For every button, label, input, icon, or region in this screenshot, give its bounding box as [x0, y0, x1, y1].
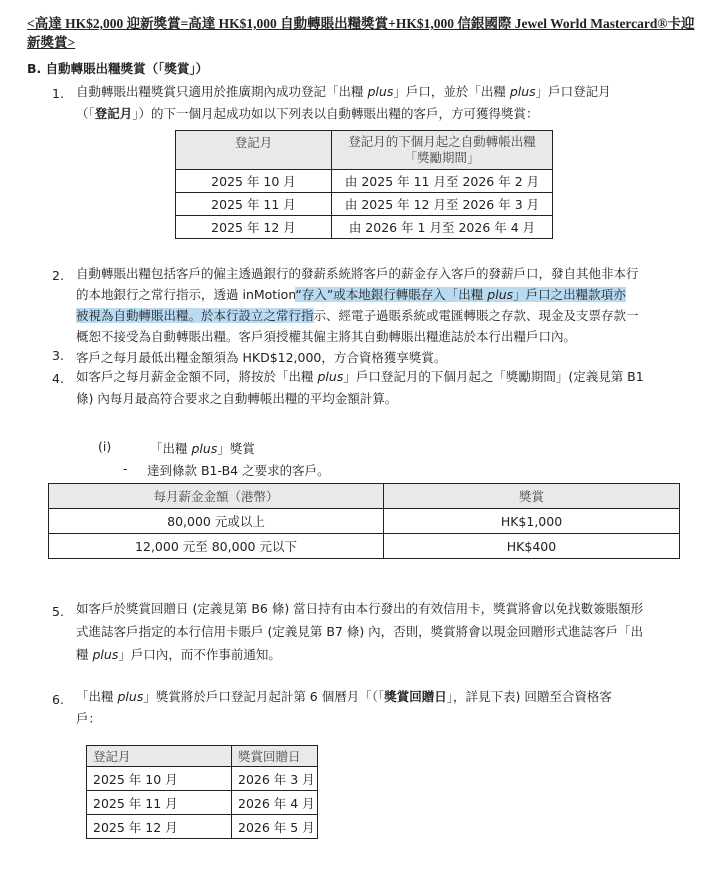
item-number: 1.: [52, 86, 64, 101]
item-6-text: 「出糧 plus」獎賞將於戶口登記月起計第 6 個曆月「（「獎賞回贈日」，詳見下表) 回贈至合資格客 戶：: [76, 689, 612, 726]
bullet-dash: -: [123, 461, 128, 476]
bullet-text: 達到條款 B1-B4 之要求的客戶。: [147, 463, 330, 478]
table-cell: 2025 年 12 月: [87, 815, 232, 839]
table-header: 登記月: [176, 131, 332, 170]
sub-item-label: (i): [98, 439, 112, 454]
table-cell: 由 2025 年 12 月至 2026 年 3 月: [332, 193, 553, 216]
table-cell: 2026 年 4 月: [232, 791, 318, 815]
table-cell: HK$400: [384, 534, 680, 559]
table-header: 登記月: [87, 746, 232, 767]
table-cell: 2026 年 3 月: [232, 767, 318, 791]
sub-item-title: 「出糧 plus」獎賞: [150, 441, 255, 456]
document-title: <高達 HK$2,000 迎新獎賞=高達 HK$1,000 自動轉賬出糧獎賞+HK$1,000 信銀國際 Jewel World Mastercard®卡迎新獎賞>: [27, 16, 695, 50]
table-cell: 2025 年 12 月: [176, 216, 332, 239]
table-cell: HK$1,000: [384, 509, 680, 534]
table-header: 獎賞: [384, 484, 680, 509]
item-5-text: 如客戶於獎賞回贈日 (定義見第 B6 條) 當日持有由本行發出的有效信用卡，獎賞將會以免找數簽賬額形 式進誌客戶指定的本行信用卡賬戶 (定義見第 B7 條) 內，否則，獎賞將會以現金回贈形式進誌客戶「出 糧 plus」戶口內，而不作事前通知。: [76, 601, 644, 662]
table-cell: 2025 年 10 月: [176, 170, 332, 193]
table-cell: 由 2026 年 1 月至 2026 年 4 月: [332, 216, 553, 239]
table-cell: 80,000 元或以上: [49, 509, 384, 534]
reward-date-table: [86, 745, 318, 839]
item-number: 6.: [52, 692, 64, 707]
item-3-text: 客戶之每月最低出糧金額須為 HKD$12,000，方合資格獲享獎賞。: [76, 350, 447, 365]
item-number: 4.: [52, 371, 64, 386]
table-header: 登記月的下個月起之自動轉帳出糧 「獎勵期間」: [332, 131, 553, 170]
table-cell: 2025 年 11 月: [176, 193, 332, 216]
table-header: 獎賞回贈日: [232, 746, 318, 767]
item-number: 2.: [52, 268, 64, 283]
section-heading: B. 自動轉賬出糧獎賞（「獎賞」）: [27, 61, 209, 76]
table-cell: 2026 年 5 月: [232, 815, 318, 839]
item-2-text: 自動轉賬出糧包括客戶的僱主透過銀行的發薪系統將客戶的薪金存入客戶的發薪戶口，發自其他非本行 的本地銀行之常行指示，透過 inMotion“存入”或本地銀行轉賬存入「出糧 plus」戶口之出糧款項亦 被視為自動轉賬出糧。於本行設立之常行指示、經電子過賬系統或電匯轉賬之存款、現金及支票存款一 概恕不接受為自動轉賬出糧。客戶須授權其僱主將其自動轉賬出糧進誌於本行出糧戶口內。: [76, 266, 639, 344]
table-cell: 由 2025 年 11 月至 2026 年 2 月: [332, 170, 553, 193]
table-cell: 2025 年 11 月: [87, 791, 232, 815]
item-1-text: 自動轉賬出糧獎賞只適用於推廣期內成功登記「出糧 plus」戶口，並於「出糧 plus」戶口登記月 （「登記月」）的下一個月起成功如以下列表以自動轉賬出糧的客戶，方可獲得獎賞：: [76, 84, 611, 121]
item-number: 3.: [52, 348, 64, 363]
table-cell: 12,000 元至 80,000 元以下: [49, 534, 384, 559]
item-number: 5.: [52, 604, 64, 619]
table-header: 每月薪金金額（港幣）: [49, 484, 384, 509]
reward-amount-table: [48, 483, 680, 559]
registration-period-table: [175, 130, 553, 239]
table-cell: 2025 年 10 月: [87, 767, 232, 791]
item-4-text: 如客戶之每月薪金金額不同，將按於「出糧 plus」戶口登記月的下個月起之「獎勵期間」(定義見第 B1 條) 內每月最高符合要求之自動轉帳出糧的平均金額計算。: [76, 369, 644, 406]
